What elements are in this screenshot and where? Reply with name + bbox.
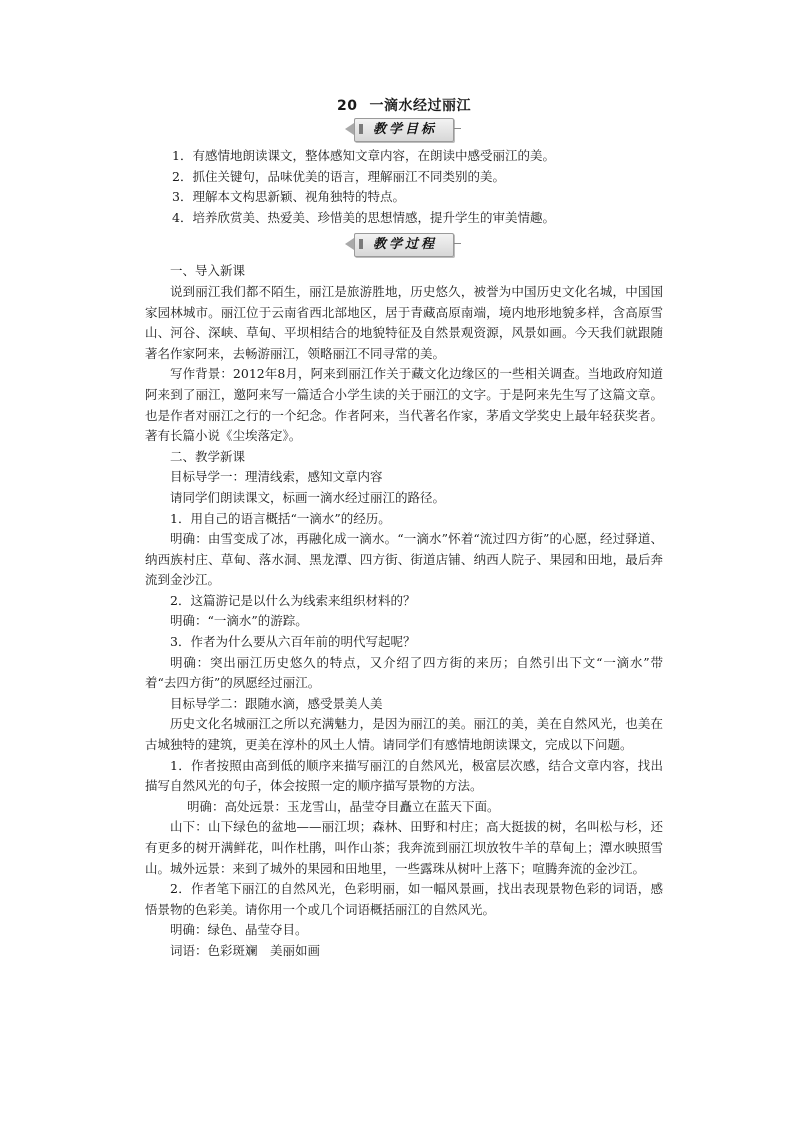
answer: 明确：由雪变成了冰，再融化成一滴水。“一滴水”怀着“流过四方街”的心愿，经过驿道、纳西族村庄、草甸、落水洞、黑龙潭、四方街、街道店铺、纳西人院子、果园和田地，最后奔流到金沙江。 (145, 531, 663, 588)
banner-flag-icon (359, 239, 363, 249)
process-banner-label (354, 233, 454, 257)
goals-banner-label (354, 118, 454, 142)
answer: 明确：“一滴水”的游踪。 (170, 613, 308, 629)
goal-item: 4．培养欣赏美、热爱美、珍惜美的思想情感，提升学生的审美情趣。 (172, 209, 555, 225)
lesson-number: 20 (337, 98, 358, 114)
process-banner (145, 233, 663, 261)
section-heading: 一、导入新课 (170, 263, 246, 279)
paragraph: 说到丽江我们都不陌生，丽江是旅游胜地，历史悠久，被誉为中国历史文化名城，中国国家园林城市。丽江位于云南省西北部地区，居于青藏高原南端，境内地形地貌多样，含高原雪山、河谷、深峡、草甸、平坝相结合的地貌特征及自然景观资源，风景如画。今天我们就跟随著名作家阿来，去畅游丽江，领略丽江不同寻常的美。 (145, 283, 663, 361)
process-body (145, 261, 663, 961)
paragraph: 请同学们朗读课文，标画一滴水经过丽江的路径。 (170, 489, 446, 505)
subheading: 目标导学一：理清线索，感知文章内容 (170, 469, 383, 485)
question: 2．这篇游记是以什么为线索来组织材料的？ (170, 592, 416, 608)
question: 2．作者笔下丽江的自然风光，色彩明丽，如一幅风景画，找出表现景物色彩的词语，感悟景物的色彩美。请你用一个或几个词语概括丽江的自然风光。 (145, 881, 663, 917)
question: 3．作者为什么要从六百年前的明代写起呢？ (170, 634, 416, 650)
question: 1．用自己的语言概括“一滴水”的经历。 (170, 510, 391, 526)
answer: 词语：色彩斑斓 美丽如画 (170, 942, 321, 958)
document-page (145, 96, 663, 962)
goals-heading: 教学目标 (372, 122, 437, 137)
answer: 明确：高处远景：玉龙雪山，晶莹夺目矗立在蓝天下面。 (187, 798, 500, 814)
paragraph: 历史文化名城丽江之所以充满魅力，是因为丽江的美。丽江的美，美在自然风光，也美在古城独特的建筑，更美在淳朴的风土人情。请同学们有感情地朗读课文，完成以下问题。 (145, 716, 663, 753)
goals-banner (145, 118, 663, 146)
answer: 山下：山下绿色的盆地——丽江坝；森林、田野和村庄；高大挺拔的树，名叫松与杉，还有更多的树开满鲜花，叫作杜鹃，叫作山茶；我奔流到丽江坝放牧牛羊的草甸上；潭水映照雪山。城外远景：来到了城外的果园和田地里，一些露珠从树叶上落下；喧腾奔流的金沙江。 (145, 819, 663, 876)
goals-list (145, 146, 663, 228)
subheading: 目标导学二：跟随水滴，感受景美人美 (170, 695, 383, 711)
answer: 明确：绿色、晶莹夺目。 (170, 922, 308, 938)
lesson-title-text: 一滴水经过丽江 (369, 98, 471, 114)
banner-flag-icon (359, 124, 363, 134)
question: 1．作者按照由高到低的顺序来描写丽江的自然风光，极富层次感，结合文章内容，找出描写自然风光的句子，体会按照一定的顺序描写景物的方法。 (145, 757, 663, 794)
process-heading: 教学过程 (372, 237, 437, 253)
goal-item: 3．理解本文构思新颖、视角独特的特点。 (172, 189, 405, 205)
goal-item: 1．有感情地朗读课文，整体感知文章内容，在朗读中感受丽江的美。 (172, 148, 555, 163)
paragraph: 写作背景：2012年8月，阿来到丽江作关于藏文化边缘区的一些相关调查。当地政府知道阿来到了丽江，邀阿来写一篇适合小学生读的关于丽江的文字。于是阿来先生写了这篇文章。也是作者对丽江之行的一个纪念。作者阿来，当代著名作家，茅盾文学奖史上最年轻获奖者。著有长篇小说《尘埃落定》。 (145, 366, 663, 444)
goal-item: 2．抓住关键句，品味优美的语言，理解丽江不同类别的美。 (172, 168, 505, 184)
lesson-title (145, 96, 663, 118)
section-heading: 二、教学新课 (170, 448, 246, 464)
answer: 明确：突出丽江历史悠久的特点，又介绍了四方街的来历；自然引出下文“一滴水”带着“去四方街”的夙愿经过丽江。 (145, 654, 663, 691)
